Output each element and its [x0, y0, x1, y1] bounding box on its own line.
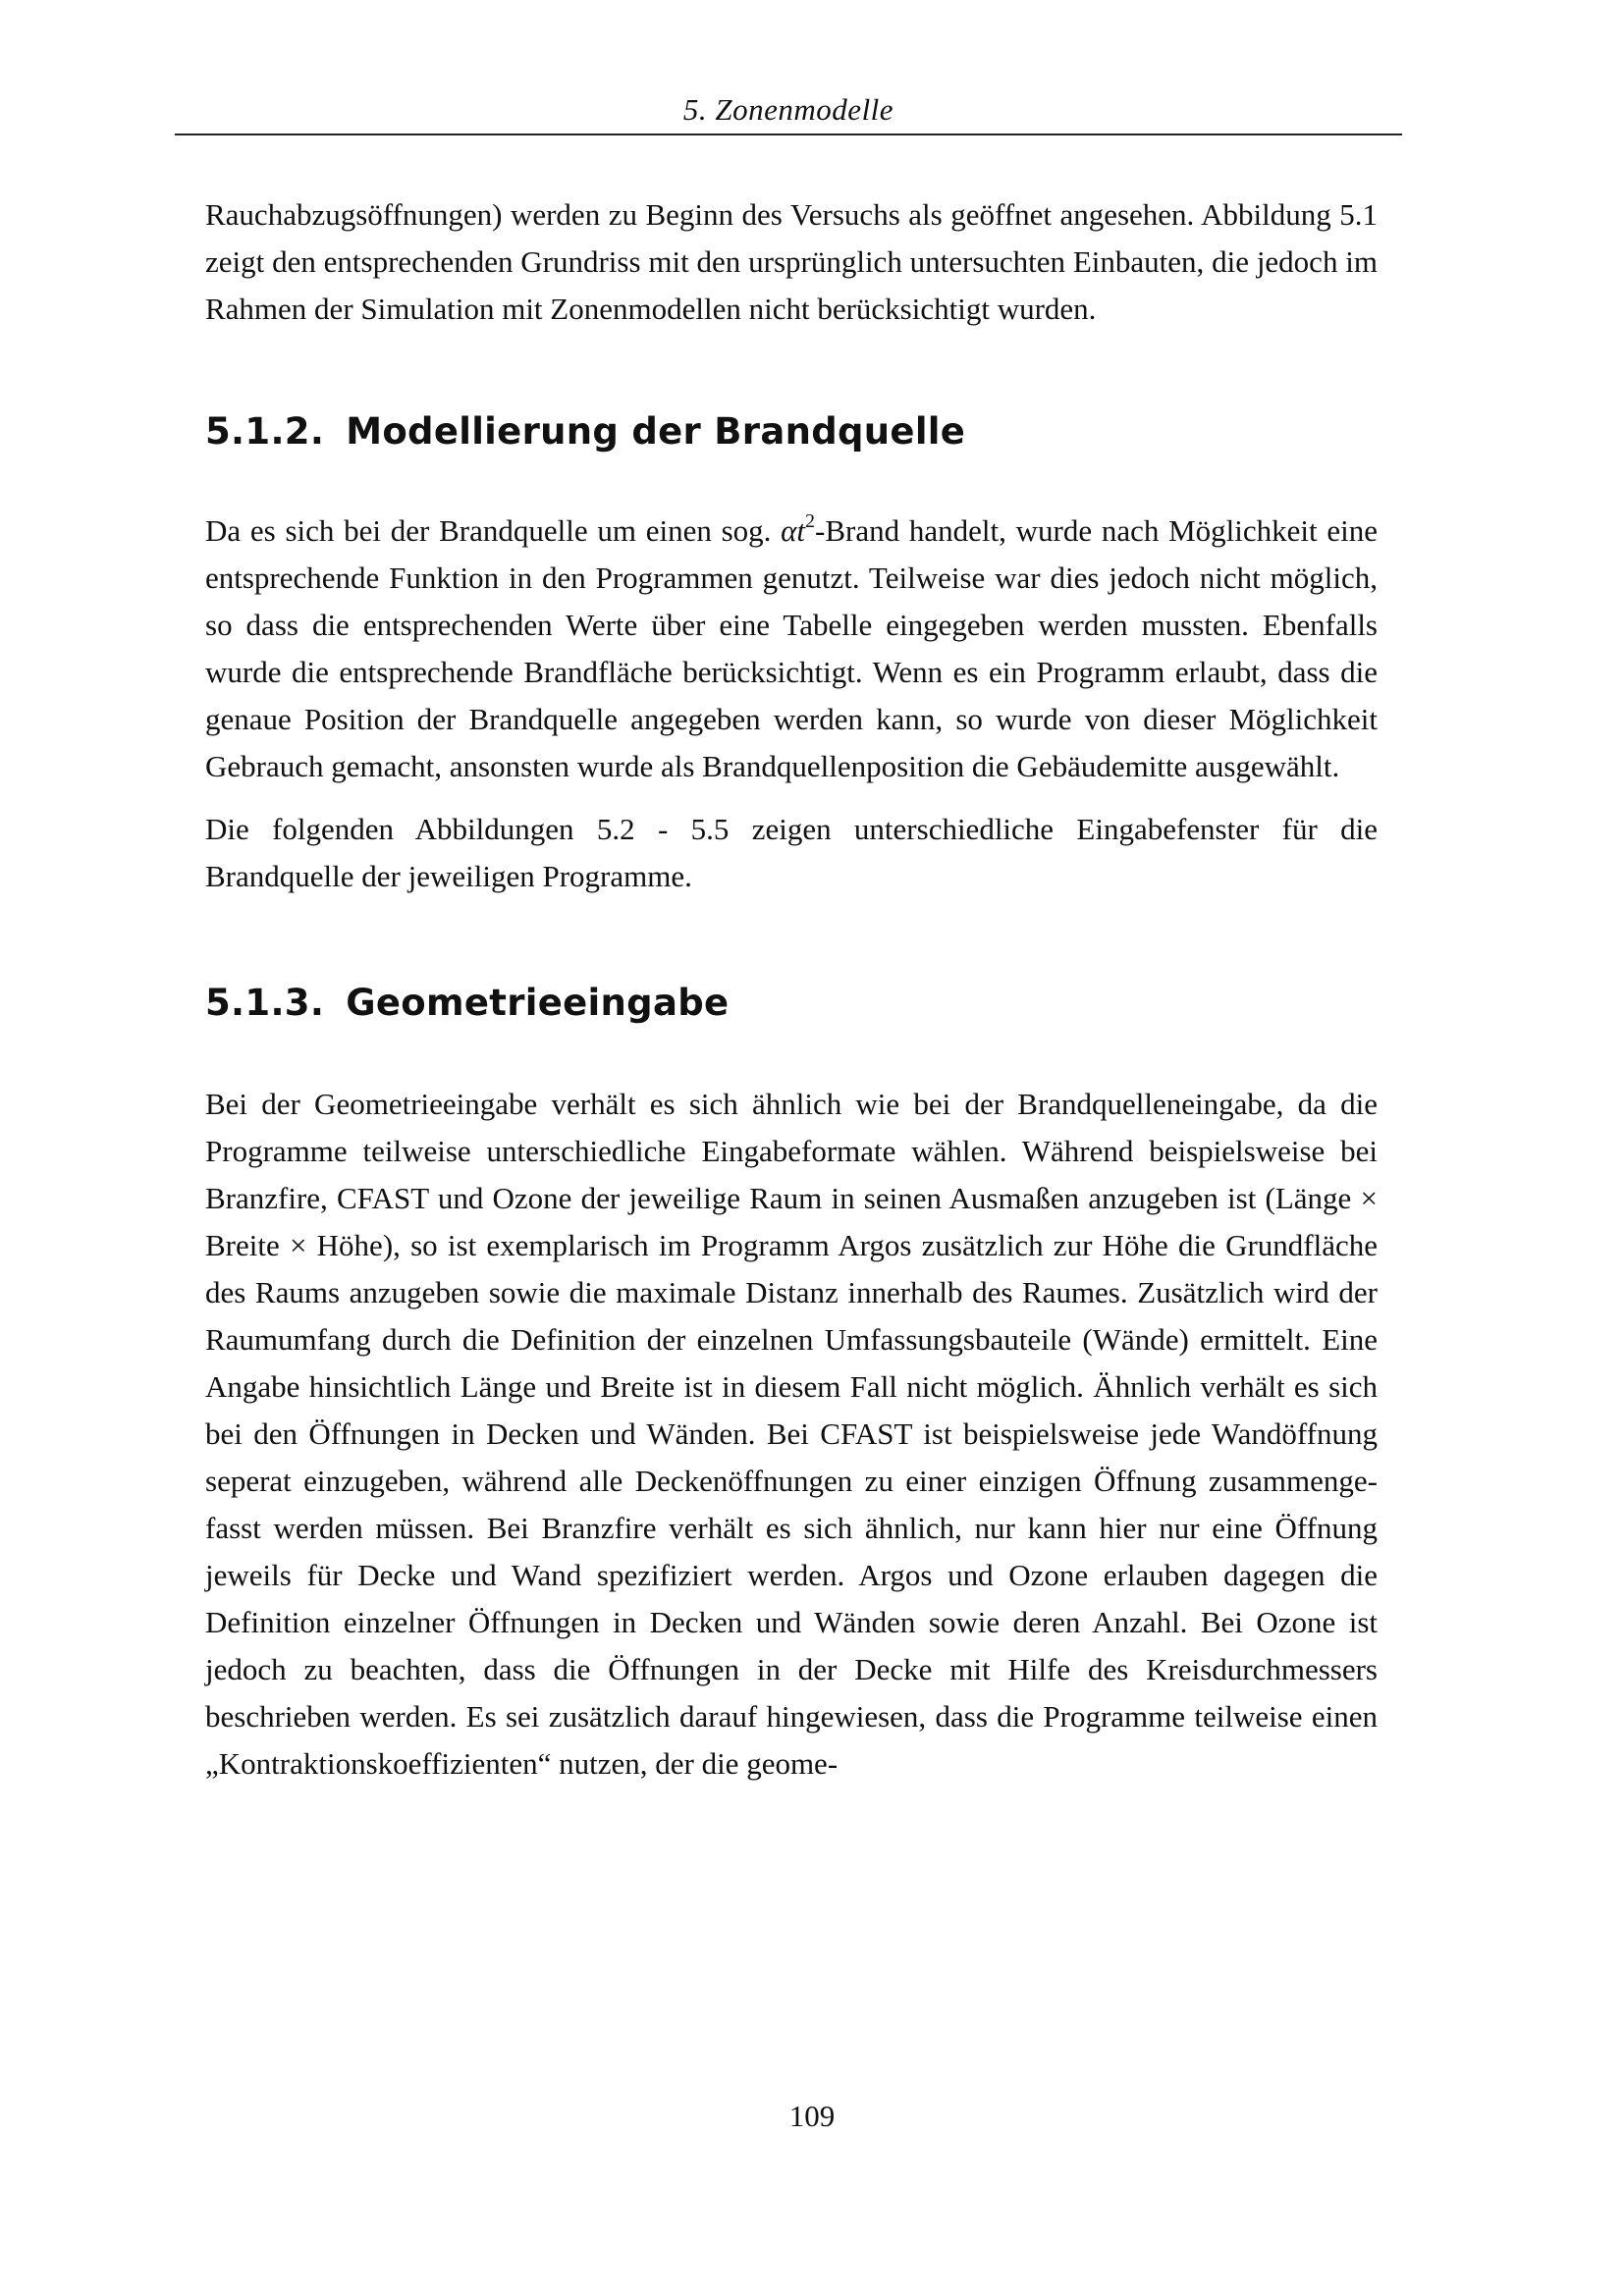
running-header	[175, 86, 1402, 135]
section-title: Geometrieeingabe	[346, 982, 730, 1024]
page-number: 109	[788, 2099, 836, 2133]
section-heading-5-1-2	[205, 407, 1378, 456]
paragraph-text-after-formula: -Brand handelt, wurde nach Möglichkeit eine entsprechende Funktion in den Programmen genutzt. Teilweise war dies jedoch nicht möglich, so dass die entsprechenden Werte über eine Tabelle eingegeben werden mussten. Ebenfalls wurde die entsprechende Brandfläche berücksichtigt. Wenn es ein Programm erlaubt, dass die genaue Position der Brandquelle angegeben werden kann, so wurde von dieser Möglichkeit Gebrauch gemacht, ansonsten wurde als Brandquellenposition die Gebäudemitte ausgewählt.	[205, 513, 1379, 783]
section-number: 5.1.2.	[205, 410, 325, 453]
paragraph-text-before-formula: Da es sich bei der Brandquelle um einen sog.	[205, 513, 782, 548]
page-content	[205, 191, 1378, 1788]
paragraph-geometrie: Bei der Geometrieeingabe verhält es sich ähnlich wie bei der Brandquelleneingabe, da die Programme teilweise unterschiedliche Eingabeformate wählen. Während beispielsweise bei Branzfire, CFAST und Ozone der jeweilige Raum in seinen Ausmaßen anzugeben ist (Länge × Breite × Höhe), so ist exemplarisch im Programm Argos zusätzlich zur Höhe die Grundfläche des Raums anzugeben sowie die maximale Distanz innerhalb des Raumes. Zusätzlich wird der Raumumfang durch die Definition der einzelnen Umfassungsbauteile (Wände) ermittelt. Eine Angabe hinsichtlich Länge und Breite ist in diesem Fall nicht möglich. Ähnlich verhält es sich bei den Öffnungen in Decken und Wänden. Bei CFAST ist beispielsweise jede Wandöffnung seperat einzugeben, während alle Deckenöffnungen zu einer einzigen Öffnung zusammengefasst werden müssen. Bei Branzfire verhält es sich ähnlich, nur kann hier nur eine Öffnung jeweils für Decke und Wand spezifiziert werden. Argos und Ozone erlauben dagegen die Definition einzelner Öffnungen in Decken und Wänden sowie deren Anzahl. Bei Ozone ist jedoch zu beachten, dass die Öffnungen in der Decke mit Hilfe des Kreisdurchmessers beschrieben werden. Es sei zusätzlich darauf hingewiesen, dass die Programme teilweise einen „Kontraktionskoeffizienten“ nutzen, der die geome-	[205, 1087, 1378, 1781]
section-title: Modellierung der Brandquelle	[346, 410, 966, 453]
paragraph-brandquelle-2: Die folgenden Abbildungen 5.2 - 5.5 zeigen unterschiedliche Eingabefenster für die Brandquelle der jeweiligen Programme.	[205, 812, 1378, 893]
formula-exponent: 2	[805, 510, 816, 532]
alpha-t-formula: αt	[781, 513, 806, 548]
paragraph-intro: Rauchabzugsöffnungen) werden zu Beginn des Versuchs als geöffnet angesehen. Abbildung 5.1 zeigt den entsprechenden Grundriss mit den ursprünglich untersuchten Einbauten, die jedoch im Rahmen der Simulation mit Zonenmodellen nicht berücksichtigt wurden.	[205, 197, 1378, 326]
section-number: 5.1.3.	[205, 982, 325, 1024]
running-title: 5. Zonenmodelle	[682, 92, 894, 127]
paragraph-brandquelle-1	[205, 507, 1378, 790]
section-heading-5-1-3	[205, 979, 1378, 1028]
